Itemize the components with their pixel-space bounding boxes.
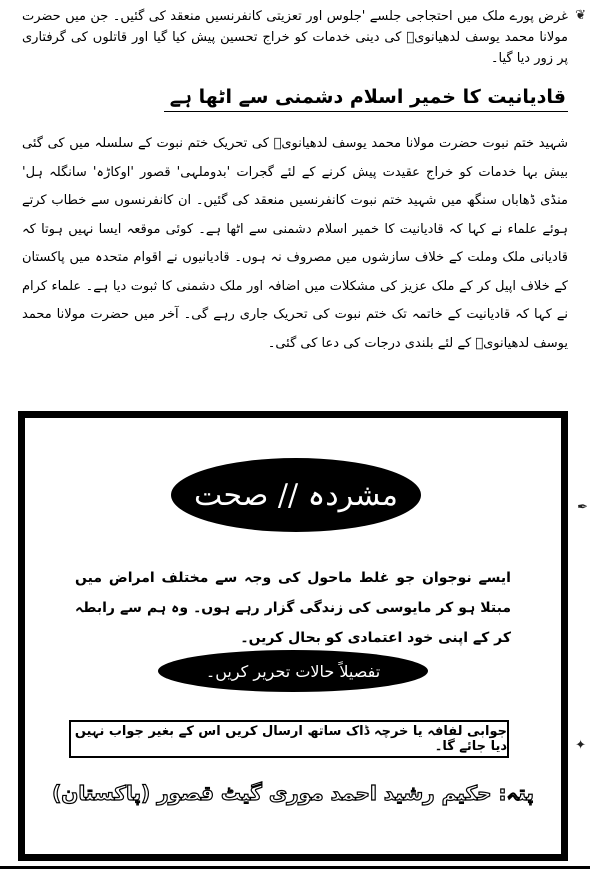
margin-mark: ✒ — [577, 500, 588, 515]
ad-body-text: ایسے نوجوان جو غلط ماحول کی وجہ سے مختلف امراض میں مبتلا ہو کر مایوسی کی زندگی گزار رہے ہوں۔ وہ ہم سے رابطہ کر کے اپنی خود اعتمادی کو بحال کریں۔ — [75, 570, 511, 646]
margin-mark: ✦ — [575, 738, 586, 753]
body-paragraph: شہید ختم نبوت حضرت مولانا محمد یوسف لدھیانویؒ کی تحریک ختم نبوت کے سلسلہ میں کی گئی بیش بہا خدمات کو خراج عقیدت پیش کرنے کے لئے گجرات 'بدوملہی' قصور 'اوکاڑہ' سانگلہ ہل' منڈی ڈھاباں سنگھ میں شہید ختم نبوت کانفرنسیں منعقد کی گئیں۔ ان کانفرنسوں سے خطاب کرتے ہوئے علماء نے کہا کہ قادیانیت کا خمیر اسلام دشمنی سے اٹھا ہے۔ کوئی موقعہ ایسا نہیں ہوتا کہ قادیانی ملک وملت کے خلاف سازشوں میں مصروف نہ ہوں۔ قادیانیوں نے اقوام متحدہ میں پاکستان کے خلاف اپیل کر کے ملک عزیز کی مشکلات میں اضافہ اور ملک دشمنی کا ثبوت دیا ہے۔ علماء کرام نے کہا کہ قادیانیت کے خاتمہ تک ختم نبوت کی تحریک جاری رہے گی۔ آخر میں حضرت مولانا محمد یوسف لدھیانویؒ کے لئے بلندی درجات کی دعا کی گئی۔ — [22, 136, 568, 351]
footer-rule — [0, 866, 590, 869]
section-heading: قادیانیت کا خمیر اسلام دشمنی سے اٹھا ہے — [164, 86, 568, 112]
ad-title: مشردہ // صحت — [171, 458, 421, 532]
ad-notice-box: جوابی لفافہ یا خرچہ ڈاک ساتھ ارسال کریں اس کے بغیر جواب نہیں دیا جائے گا۔ — [69, 720, 509, 758]
intro-paragraph: غرض پورے ملک میں احتجاجی جلسے 'جلوس اور تعزیتی کانفرنسیں منعقد کی گئیں۔ جن میں حضرت مولانا محمد یوسف لدھیانویؒ کی دینی خدمات کو خراج تحسین پیش کیا گیا اور قاتلوں کی گرفتاری پر زور دیا گیا۔ — [22, 9, 568, 66]
ad-instruction-pill: تفصیلاً حالات تحریر کریں۔ — [158, 650, 428, 692]
ad-address: پتہ: حکیم رشید احمد موری گیٹ قصور (پاکستان) — [52, 781, 534, 805]
margin-mark: ❦ — [575, 8, 586, 23]
advertisement-box — [18, 411, 568, 861]
heading-row — [0, 86, 568, 120]
